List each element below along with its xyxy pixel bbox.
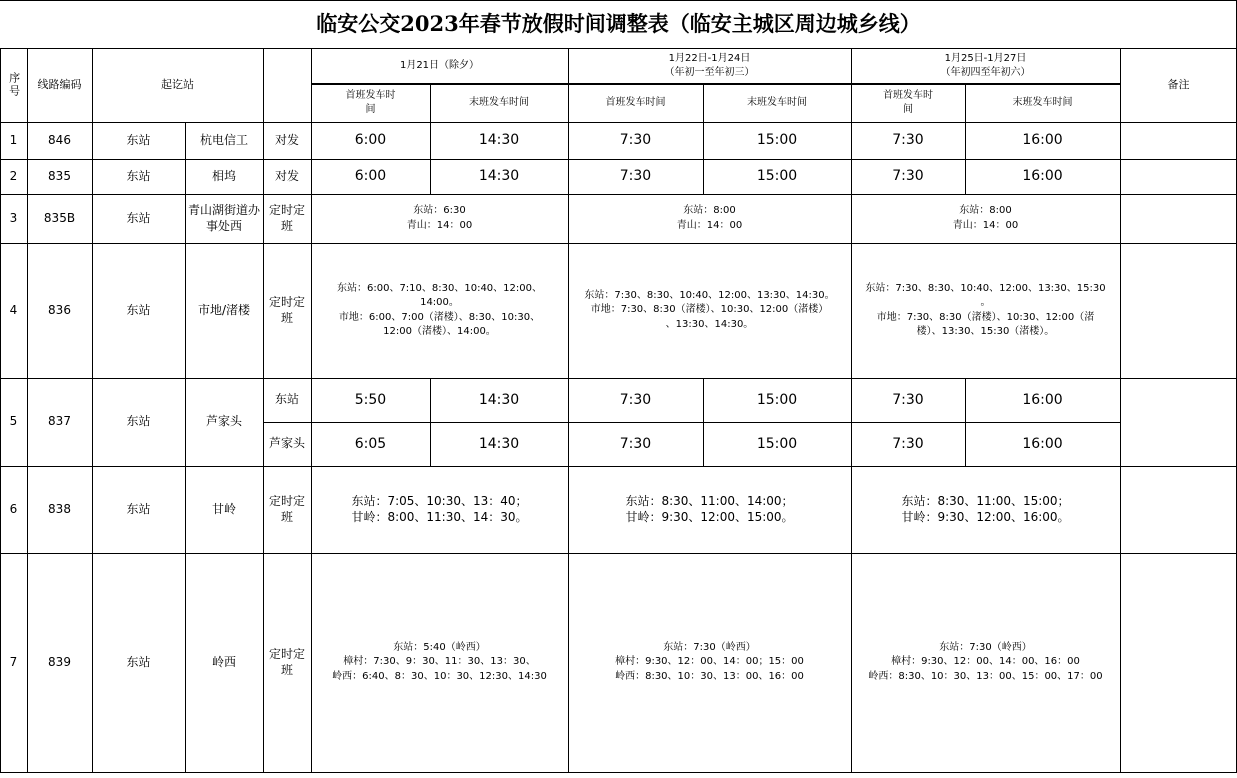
dispatch-mode: 定时定班: [268, 202, 305, 233]
timetable-p3-line: 楼）、13:30、15:30（渚楼）。: [916, 326, 1055, 337]
timetable-p3-line: 。: [980, 297, 991, 308]
last-bus-time: 15:00: [756, 435, 798, 452]
station-from: 东站: [126, 210, 151, 225]
station-from: 东站: [126, 168, 151, 183]
last-bus-time: 15:00: [756, 391, 798, 408]
dispatch-mode: 东站: [274, 392, 299, 407]
timetable-p1-line: 东站：7:05、10:30、13：40；: [351, 493, 528, 508]
dispatch-mode: 芦家头: [268, 436, 305, 451]
station-from: 东站: [126, 302, 151, 317]
timetable-p1: [311, 243, 568, 378]
first-bus-time: 7:30: [892, 391, 924, 408]
station-to: 市地/渚楼: [197, 302, 251, 317]
timetable-p2-line: 樟村：9:30、12：00、14：00；15：00: [615, 656, 804, 668]
first-bus-time: 7:30: [619, 391, 652, 408]
route-code: 835B: [43, 210, 76, 225]
period-label: 1月21日（除夕）: [399, 59, 480, 71]
timetable-p3-line: 岭西：8:30、10：30、13：00、15：00、17：00: [868, 670, 1103, 682]
first-bus-time: 7:30: [892, 168, 924, 185]
timetable-p1: [311, 466, 568, 553]
timetable-p2-line: 岭西：8:30、10：30、13：00、16：00: [615, 670, 804, 682]
timetable-p1-line: 樟村：7:30、9：30、11：30、13：30、: [343, 656, 536, 668]
timetable-p1-line: 12:00（渚楼）、14:00。: [383, 326, 496, 337]
timetable-p3-line: 东站：7:30、8:30、10:40、12:00、13:30、15:30: [865, 282, 1106, 294]
first-bus-time: 6:05: [354, 435, 387, 452]
page-title: 临安公交2023年春节放假时间调整表（临安主城区周边城乡线）: [316, 11, 921, 37]
last-bus-time: 16:00: [1022, 391, 1063, 408]
timetable-p2-line: 市地：7:30、8:30（渚楼）、10:30、12:00（渚楼）: [590, 304, 829, 316]
station-to: 甘岭: [211, 501, 236, 516]
header-first-bus: 首班发车时间: [345, 90, 396, 115]
timetable-p1: [311, 553, 568, 772]
first-bus-time: 6:00: [354, 168, 387, 185]
last-bus-time: 16:00: [1022, 168, 1063, 185]
timetable-p3: [851, 243, 1120, 378]
first-bus-time: 7:30: [619, 435, 652, 452]
timetable-p3: [851, 466, 1120, 553]
timetable-p2: [568, 553, 851, 772]
timetable-p2: [568, 194, 851, 243]
last-bus-time: 14:30: [478, 132, 520, 149]
row-seq: 7: [9, 654, 18, 669]
dispatch-mode: 对发: [274, 132, 299, 147]
period-label: （年初四至年初六）: [940, 66, 1031, 78]
row-seq: 5: [9, 414, 18, 429]
remarks-cell: [1120, 378, 1237, 466]
timetable-p1-line: 市地：6:00、7:00（渚楼）、8:30、10:30、: [338, 311, 541, 323]
last-bus-time: 16:00: [1022, 435, 1063, 452]
timetable-p2-line: 甘岭：9:30、12:00、15:00。: [625, 509, 794, 524]
station-from: 东站: [126, 132, 151, 147]
header-last-bus: 末班发车时间: [469, 96, 529, 108]
period-label: 1月22日-1月24日: [668, 53, 751, 64]
station-from: 东站: [126, 654, 151, 669]
timetable-p3-line: 市地：7:30、8:30（渚楼）、10:30、12:00（渚: [876, 311, 1095, 323]
row-seq: 4: [9, 302, 18, 317]
last-bus-time: 15:00: [756, 132, 798, 149]
row-seq: 6: [9, 501, 18, 516]
timetable-p1-line: 东站：5:40（岭西）: [393, 641, 486, 653]
station-from: 东站: [126, 501, 151, 516]
row-seq: 3: [9, 210, 18, 225]
timetable-p1: [311, 194, 568, 243]
row-seq: 2: [9, 168, 18, 183]
row-seq: 1: [9, 132, 18, 147]
timetable-p2-line: 东站：8:00: [683, 205, 736, 216]
period-label: 1月25日-1月27日: [944, 53, 1027, 64]
timetable-p2-line: 东站：8:30、11:00、14:00；: [625, 493, 794, 508]
header-remarks: 备注: [1167, 77, 1190, 91]
timetable-p2-line: 、13:30、14:30。: [665, 318, 754, 330]
header-period-2: [568, 48, 851, 83]
timetable-p3-line: 甘岭：9:30、12:00、16:00。: [901, 509, 1070, 524]
first-bus-time: 5:50: [354, 391, 387, 408]
first-bus-time: 6:00: [354, 132, 387, 149]
route-code: 836: [48, 302, 71, 317]
first-bus-time: 7:30: [619, 132, 652, 149]
period-label: （年初一至年初三）: [664, 66, 755, 78]
route-code: 846: [48, 132, 71, 147]
timetable-p1-line: 甘岭：8:00、11:30、14：30。: [351, 509, 528, 524]
first-bus-time: 7:30: [619, 168, 652, 185]
header-first-bus: 首班发车时间: [883, 90, 933, 115]
route-code: 837: [48, 414, 71, 429]
dispatch-mode: 定时定班: [268, 493, 305, 524]
timetable-p2: [568, 466, 851, 553]
station-to: 杭电信工: [199, 132, 248, 147]
remarks-cell: [1120, 159, 1237, 194]
first-bus-time: 7:30: [892, 132, 924, 149]
timetable-p3-line: 东站：8:30、11:00、15:00；: [901, 493, 1070, 508]
route-code: 839: [48, 654, 71, 669]
last-bus-time: 14:30: [478, 168, 520, 185]
route-code: 835: [48, 168, 71, 183]
timetable-p1-line: 东站：6:00、7:10、8:30、10:40、12:00、: [336, 282, 542, 294]
station-from: 东站: [126, 414, 151, 429]
remarks-cell: [1120, 243, 1237, 378]
timetable-p2-line: 东站：7:30、8:30、10:40、12:00、13:30、14:30。: [584, 289, 835, 301]
timetable-p1-line: 青山：14：00: [406, 219, 473, 231]
station-to: 相坞: [211, 168, 236, 183]
timetable-p2-line: 东站：7:30（岭西）: [663, 641, 756, 653]
station-to: 岭西: [211, 654, 236, 669]
remarks-cell: [1120, 466, 1237, 553]
last-bus-time: 14:30: [478, 435, 520, 452]
last-bus-time: 14:30: [478, 391, 520, 408]
station-to: 青山湖街道办事处西: [188, 202, 261, 233]
dispatch-mode: 定时定班: [268, 294, 305, 325]
header-last-bus: 末班发车时间: [1012, 96, 1073, 108]
timetable-p3: [851, 553, 1120, 772]
timetable-p3-line: 东站：7:30（岭西）: [939, 641, 1032, 653]
header-first-bus: 首班发车时间: [605, 96, 666, 108]
first-bus-time: 7:30: [892, 435, 924, 452]
timetable-p3-line: 樟村：9:30、12：00、14：00、16：00: [891, 656, 1080, 668]
dispatch-mode: 定时定班: [268, 646, 305, 677]
header-seq: 序号: [7, 72, 21, 98]
header-period-1: [311, 48, 568, 83]
remarks-cell: [1120, 122, 1237, 159]
dispatch-mode: 对发: [274, 168, 299, 183]
remarks-cell: [1120, 194, 1237, 243]
timetable-p1-line: 东站：6:30: [413, 205, 466, 216]
timetable-p1-line: 14:00。: [420, 297, 459, 308]
timetable-p1-line: 岭西：6:40、8：30、10：30、12:30、14:30: [332, 670, 547, 682]
header-period-3: [851, 48, 1120, 83]
timetable-p2: [568, 243, 851, 378]
station-to: 芦家头: [205, 414, 242, 429]
timetable-p2-line: 青山：14：00: [676, 219, 743, 231]
timetable-p3-line: 青山：14：00: [952, 219, 1019, 231]
header-last-bus: 末班发车时间: [747, 96, 807, 108]
timetable-p3: [851, 194, 1120, 243]
remarks-cell: [1120, 553, 1237, 772]
header-route: 线路编码: [37, 77, 82, 91]
route-code: 838: [48, 501, 71, 516]
last-bus-time: 15:00: [756, 168, 798, 185]
header-stations: 起讫站: [161, 77, 194, 91]
last-bus-time: 16:00: [1022, 132, 1063, 149]
timetable-p3-line: 东站：8:00: [959, 205, 1012, 216]
